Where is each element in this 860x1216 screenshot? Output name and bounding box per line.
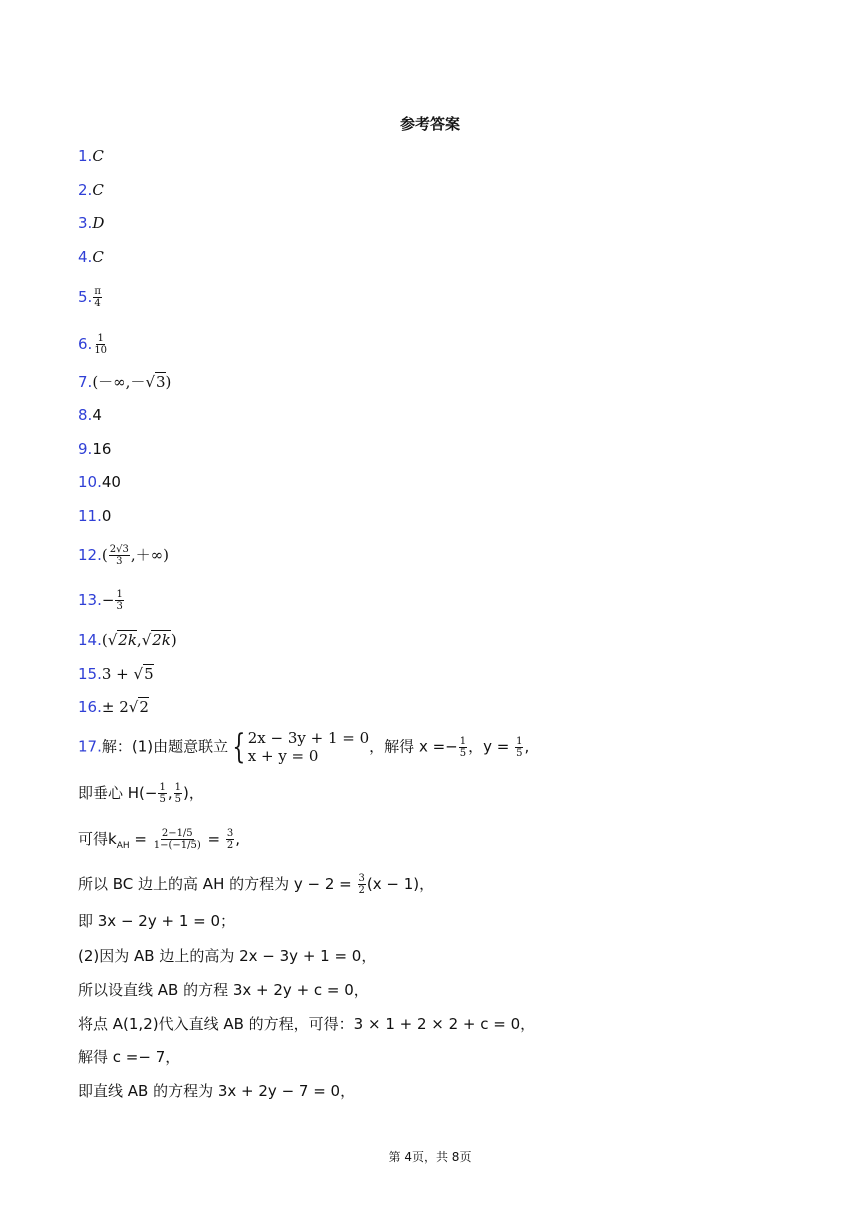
answer-1 [78,146,104,166]
answer-7: 7.(－∞,－√3) [78,373,172,391]
answer-9 [78,439,111,459]
fraction: $\frac{1}{5}$ [174,782,181,805]
answer-17-line-6: (2)因为 AB 边上的高为 2x − 3y + 1 = 0， [78,947,377,965]
question-number: 1. [78,147,93,165]
radicand: 2 [139,698,149,716]
question-number: 16. [78,698,102,716]
page-footer: 第 4页，共 8页 [388,1150,472,1164]
answer-2 [78,180,104,200]
answer-17-line-2: 即垂心 H(− $\frac{1}{5}$ , $\frac{1}{5}$ )， [78,782,204,805]
answer-17-line-8: 将点 A(1,2)代入直线 AB 的方程，可得：3 × 1 + 2 × 2 + c = 0， [78,1015,536,1033]
answer-value: 4 [92,406,102,424]
radicand: 5 [144,665,154,683]
answer-17-line-3: 可得$k_{AH}$ = $\frac{2-1/5}{1-(-1/5)}$ = $\frac{3}{2}$ , [78,828,241,851]
question-number: 11. [78,507,102,525]
fraction: $\frac{1}{10}$ [94,333,108,356]
question-number: 2. [78,181,93,199]
question-number: 3. [78,214,93,232]
radicand: 2k [152,631,171,649]
answer-17-line-9: 解得 c =− 7， [78,1048,181,1066]
question-number: 5. [78,288,93,306]
page-title: 参考答案 [399,115,460,133]
question-number: 8. [78,406,93,424]
answer-value: 40 [101,473,121,491]
answer-value: C [92,248,104,266]
answer-15: 15.3 + √5 [78,665,154,683]
answer-value: C [92,181,104,199]
answer-17-line-10: 即直线 AB 的方程为 3x + 2y − 7 = 0， [78,1082,356,1100]
fraction: $\frac{\pi}{4}$ [94,286,101,309]
question-number: 6. [78,335,93,353]
answer-3 [78,213,104,233]
fraction: $\frac{1}{3}$ [116,589,123,612]
answer-6 [78,333,109,356]
answer-16: 16.± 2√2 [78,698,149,716]
question-number: 15. [78,665,102,683]
fraction: $\frac{3}{2}$ [358,873,365,896]
fraction: $\frac{2-1/5}{1-(-1/5)}$ [153,828,201,851]
answer-8 [78,405,102,425]
fraction: $\frac{3}{2}$ [226,828,234,851]
question-number: 4. [78,248,93,266]
equation-system: { 2x − 3y + 1 = 0 x + y = 0 [232,727,370,767]
answer-value: C [92,147,104,165]
answer-5 [78,286,103,309]
radicand: 3 [156,373,166,391]
question-number: 17. [78,737,102,756]
answer-10 [78,472,121,492]
fraction: $\frac{2√3}{3}$ [109,544,129,567]
answer-17-line-7: 所以设直线 AB 的方程 3x + 2y + c = 0， [78,981,369,999]
question-number: 12. [78,546,102,564]
answer-value: D [92,214,105,232]
fraction: $\frac{1}{5}$ [459,735,467,759]
answer-17-line-4: 所以 BC 边上的高 AH 的方程为 y − 2 = $\frac{3}{2}$ (x − 1)， [78,873,435,896]
fraction: $\frac{1}{5}$ [516,735,523,759]
answer-17-line-5: 即 3x − 2y + 1 = 0； [78,912,236,930]
answer-14: 14.(√2k,√2k) [78,631,177,649]
question-number: 13. [78,591,102,609]
question-number: 14. [78,631,102,649]
answer-4 [78,247,104,267]
radicand: 2k [118,631,137,649]
fraction: $\frac{1}{5}$ [159,782,166,805]
answer-11 [78,506,111,526]
question-number: 9. [78,440,93,458]
question-number: 7. [78,373,93,391]
answer-17-line-1: 17.解：(1)由题意联立 { 2x − 3y + 1 = 0 x + y = 0 ，解得 x =− $\frac{1}{5}$ ，y = $\frac{1}{5}$ , [78,727,530,767]
answer-12: 12.( $\frac{2√3}{3}$ ,＋∞) [78,544,169,567]
question-number: 10. [78,473,102,491]
answer-13: 13.− $\frac{1}{3}$ [78,589,123,612]
answer-value: 0 [101,507,112,525]
answer-value: 16 [92,440,112,458]
